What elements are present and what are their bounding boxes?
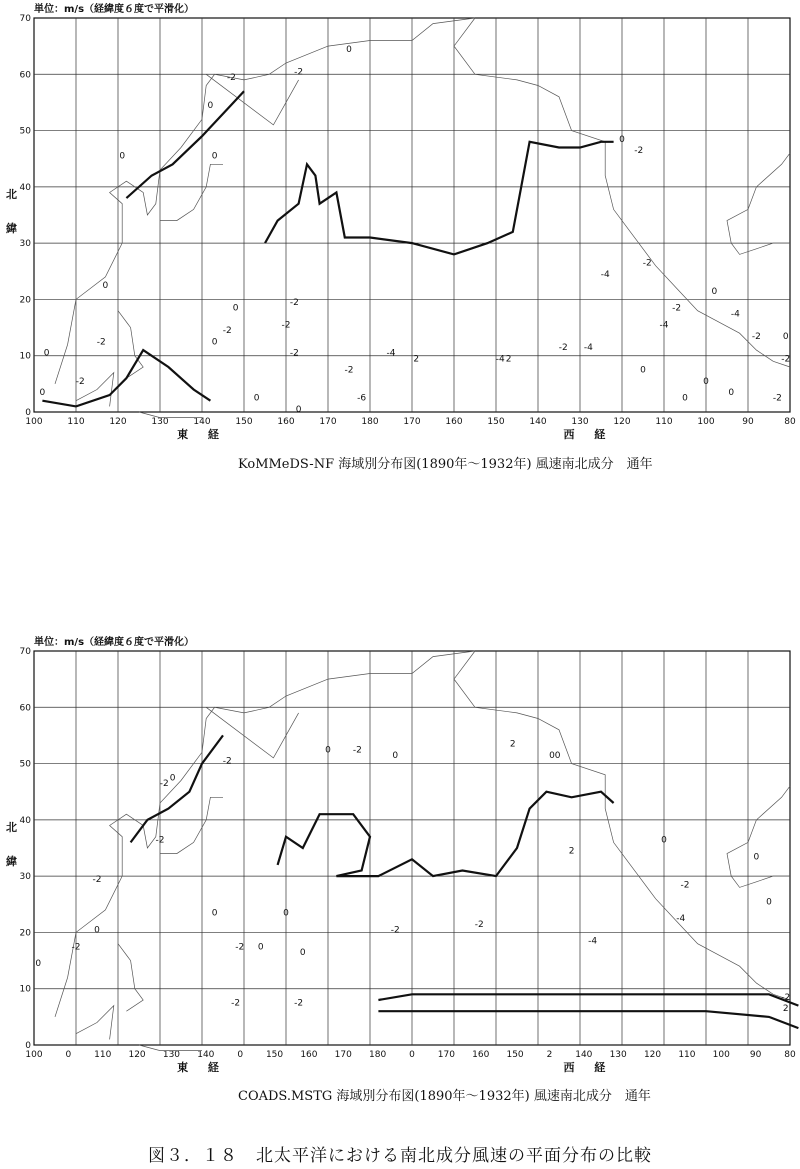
contour-label: -4: [588, 936, 598, 947]
coastline: [76, 1006, 114, 1040]
x-tick-label: 150: [265, 1050, 284, 1060]
contour-label: 2: [413, 354, 420, 365]
contour-label: -2: [222, 756, 232, 767]
x-tick-label: 130: [162, 1050, 181, 1060]
contour-line-zero-west: [126, 91, 244, 198]
contour-label: -2: [71, 942, 81, 953]
y-tick-label: 40: [19, 182, 31, 193]
y-tick-label: 20: [19, 295, 31, 306]
contour-label: 0: [207, 101, 214, 112]
x-tick-label: 100: [697, 417, 715, 427]
contour-label: 0: [102, 281, 109, 292]
contour-label: -4: [386, 348, 396, 359]
x-tick-label: 110: [67, 417, 85, 427]
coastline: [160, 164, 223, 220]
unit-label: 単位：m/s（経緯度６度で平滑化）: [34, 637, 195, 648]
contour-label: -2: [294, 67, 304, 78]
contour-label: -2: [226, 72, 236, 83]
y-tick-label: 50: [19, 126, 31, 137]
x-tick-label: 170: [319, 417, 337, 427]
x-tick-label: 0: [409, 1050, 415, 1060]
contour-label: -2: [289, 298, 299, 309]
x-tick-label: 0: [65, 1050, 72, 1060]
contour-label: 0: [257, 942, 264, 953]
y-tick-label: 0: [25, 1041, 31, 1051]
x-tick-label: 140: [575, 1050, 593, 1060]
y-tick-label: 30: [19, 239, 31, 250]
x-tick-label: 170: [334, 1050, 352, 1060]
contour-label: 0: [753, 852, 760, 863]
contour-label: 0: [253, 393, 260, 404]
y-axis-label: 北: [6, 188, 17, 202]
contour-label: -2: [92, 874, 102, 885]
coastline: [118, 944, 143, 1012]
x-tick-label: 100: [712, 1050, 730, 1060]
contour-label: -2: [231, 998, 241, 1009]
coastline: [160, 797, 223, 853]
x-tick-label: 160: [472, 1050, 490, 1060]
x-tick-label: 80: [784, 417, 796, 427]
contour-label: 0: [346, 44, 352, 55]
contour-label: 0: [39, 388, 46, 399]
y-tick-label: 70: [19, 647, 31, 657]
contour-label: -2: [634, 146, 644, 157]
contour-label: -2: [281, 320, 291, 331]
x-axis-label-west: 西 経: [563, 428, 614, 441]
chart-panel-kommeds: [0, 0, 800, 440]
x-tick-label: 150: [235, 417, 253, 427]
contour-label: 0: [94, 925, 100, 936]
x-tick-label: 110: [655, 417, 673, 427]
contour-label: -4: [495, 354, 505, 365]
contour-label: 0: [232, 303, 239, 314]
contour-label: 0: [299, 947, 306, 958]
contour-label: -2: [235, 942, 245, 953]
contour-label: -2: [289, 348, 299, 359]
y-tick-label: 10: [19, 984, 31, 995]
x-tick-label: 170: [403, 417, 421, 427]
contour-label: -4: [600, 269, 610, 280]
contour-label: -2: [344, 365, 354, 376]
contour-label: -2: [680, 880, 690, 891]
contour-label: -2: [294, 998, 304, 1009]
contour-label: 0: [325, 745, 331, 756]
x-axis-label-east: 東 経: [177, 1061, 227, 1074]
contour-label: -2: [159, 779, 169, 790]
y-tick-label: 20: [19, 928, 31, 939]
coastline: [727, 153, 790, 254]
contour-line-zero-west: [131, 735, 223, 842]
contour-label: -4: [730, 309, 740, 320]
contour-label: 0: [119, 151, 126, 162]
contour-label: 0: [43, 348, 50, 359]
contour-label: 0: [703, 376, 709, 387]
y-tick-label: 0: [25, 408, 31, 418]
contour-label: 0: [766, 897, 772, 908]
x-tick-label: 160: [300, 1050, 318, 1060]
contour-label: 0: [35, 959, 42, 970]
y-axis-label: 北: [6, 821, 17, 835]
y-tick-label: 60: [19, 70, 31, 81]
x-tick-label: 2: [546, 1050, 553, 1060]
contour-label: -2: [558, 343, 568, 354]
x-tick-label: 110: [94, 1050, 112, 1060]
contour-label: -6: [357, 393, 367, 404]
unit-label: 単位：m/s（経緯度６度で平滑化）: [34, 4, 195, 15]
x-axis-label-west: 西 経: [563, 1061, 614, 1074]
contour-label: 0: [711, 286, 718, 297]
contour-label: 00: [549, 750, 561, 761]
x-tick-label: 100: [25, 417, 43, 427]
contour-label: 2: [568, 846, 575, 857]
x-tick-label: 110: [678, 1050, 696, 1060]
x-tick-label: 140: [529, 417, 547, 427]
y-tick-label: 10: [19, 351, 31, 362]
contour-label: 2: [509, 739, 516, 750]
panel-caption-coads: COADS.MSTG 海域別分布図(1890年～1932年) 風速南北成分 通年: [238, 1089, 651, 1104]
x-tick-label: 130: [571, 417, 589, 427]
contour-label: -2: [390, 925, 400, 936]
contour-line-south: [378, 994, 798, 1005]
contour-label: 2: [782, 1004, 789, 1015]
x-tick-label: 170: [437, 1050, 455, 1060]
contour-label: 0: [392, 750, 399, 761]
contour-label: 0: [211, 337, 218, 348]
contour-label: 0: [682, 393, 688, 404]
contour-label: 2: [505, 354, 512, 365]
x-tick-label: 160: [445, 417, 463, 427]
contour-label: 0: [283, 908, 289, 919]
contour-line-south-2: [378, 1011, 798, 1028]
x-tick-label: 120: [613, 417, 631, 427]
y-tick-label: 40: [19, 815, 31, 826]
x-tick-label: 140: [193, 417, 211, 427]
figure-title: 図３．１８ 北太平洋における南北成分風速の平面分布の比較: [148, 1146, 652, 1166]
contour-label: -2: [155, 835, 165, 846]
x-tick-label: 100: [25, 1050, 43, 1060]
contour-label: -2: [772, 393, 782, 404]
x-tick-label: 150: [487, 417, 505, 427]
x-tick-label: 180: [369, 1050, 387, 1060]
coastline: [206, 707, 298, 758]
x-tick-label: 150: [506, 1050, 524, 1060]
contour-label: -2: [96, 337, 106, 348]
x-tick-label: 130: [609, 1050, 627, 1060]
contour-label: -2: [781, 992, 791, 1003]
coastline: [118, 311, 143, 379]
chart-panel-coads: [0, 633, 800, 1073]
contour-label: -4: [676, 914, 686, 925]
contour-label: 0: [211, 151, 218, 162]
contour-label: -2: [751, 331, 761, 342]
contour-label: -2: [642, 258, 652, 269]
y-axis-label: 緯: [6, 222, 17, 236]
x-tick-label: 120: [109, 417, 127, 427]
contour-label: 0: [169, 773, 176, 784]
contour-label: -4: [659, 320, 669, 331]
y-tick-label: 50: [19, 759, 31, 770]
y-axis-label: 緯: [6, 855, 17, 869]
contour-label: 0: [295, 405, 302, 415]
contour-label: -2: [672, 303, 682, 314]
contour-label: 0: [782, 331, 789, 342]
x-tick-label: 180: [361, 417, 379, 427]
y-tick-label: 60: [19, 703, 31, 714]
y-tick-label: 70: [19, 14, 31, 24]
contour-label: -2: [352, 745, 362, 756]
contour-line-zero: [265, 142, 614, 255]
x-tick-label: 120: [643, 1050, 662, 1060]
panel-caption-kommeds: KoMMeDS-NF 海域別分布図(1890年～1932年) 風速南北成分 通年: [238, 457, 653, 472]
contour-label: 0: [211, 908, 218, 919]
x-tick-label: 0: [237, 1050, 244, 1060]
x-tick-label: 90: [749, 1050, 762, 1060]
contour-label: -2: [222, 326, 232, 337]
coastline: [727, 786, 790, 887]
contour-line-south: [39, 350, 210, 406]
contour-label: 0: [728, 388, 735, 399]
y-tick-label: 30: [19, 872, 31, 883]
contour-label: -2: [75, 376, 85, 387]
x-axis-label-east: 東 経: [177, 428, 227, 441]
x-tick-label: 140: [197, 1050, 215, 1060]
x-tick-label: 160: [277, 417, 295, 427]
contour-label: 0: [661, 835, 667, 846]
x-tick-label: 130: [151, 417, 169, 427]
contour-label: 0: [619, 134, 625, 145]
x-tick-label: 120: [128, 1050, 146, 1060]
contour-label: -2: [474, 919, 484, 930]
x-tick-label: 90: [742, 417, 754, 427]
contour-label: -4: [583, 343, 593, 354]
x-tick-label: 80: [784, 1050, 796, 1060]
contour-label: 0: [640, 365, 646, 376]
contour-label: -2: [781, 354, 791, 365]
